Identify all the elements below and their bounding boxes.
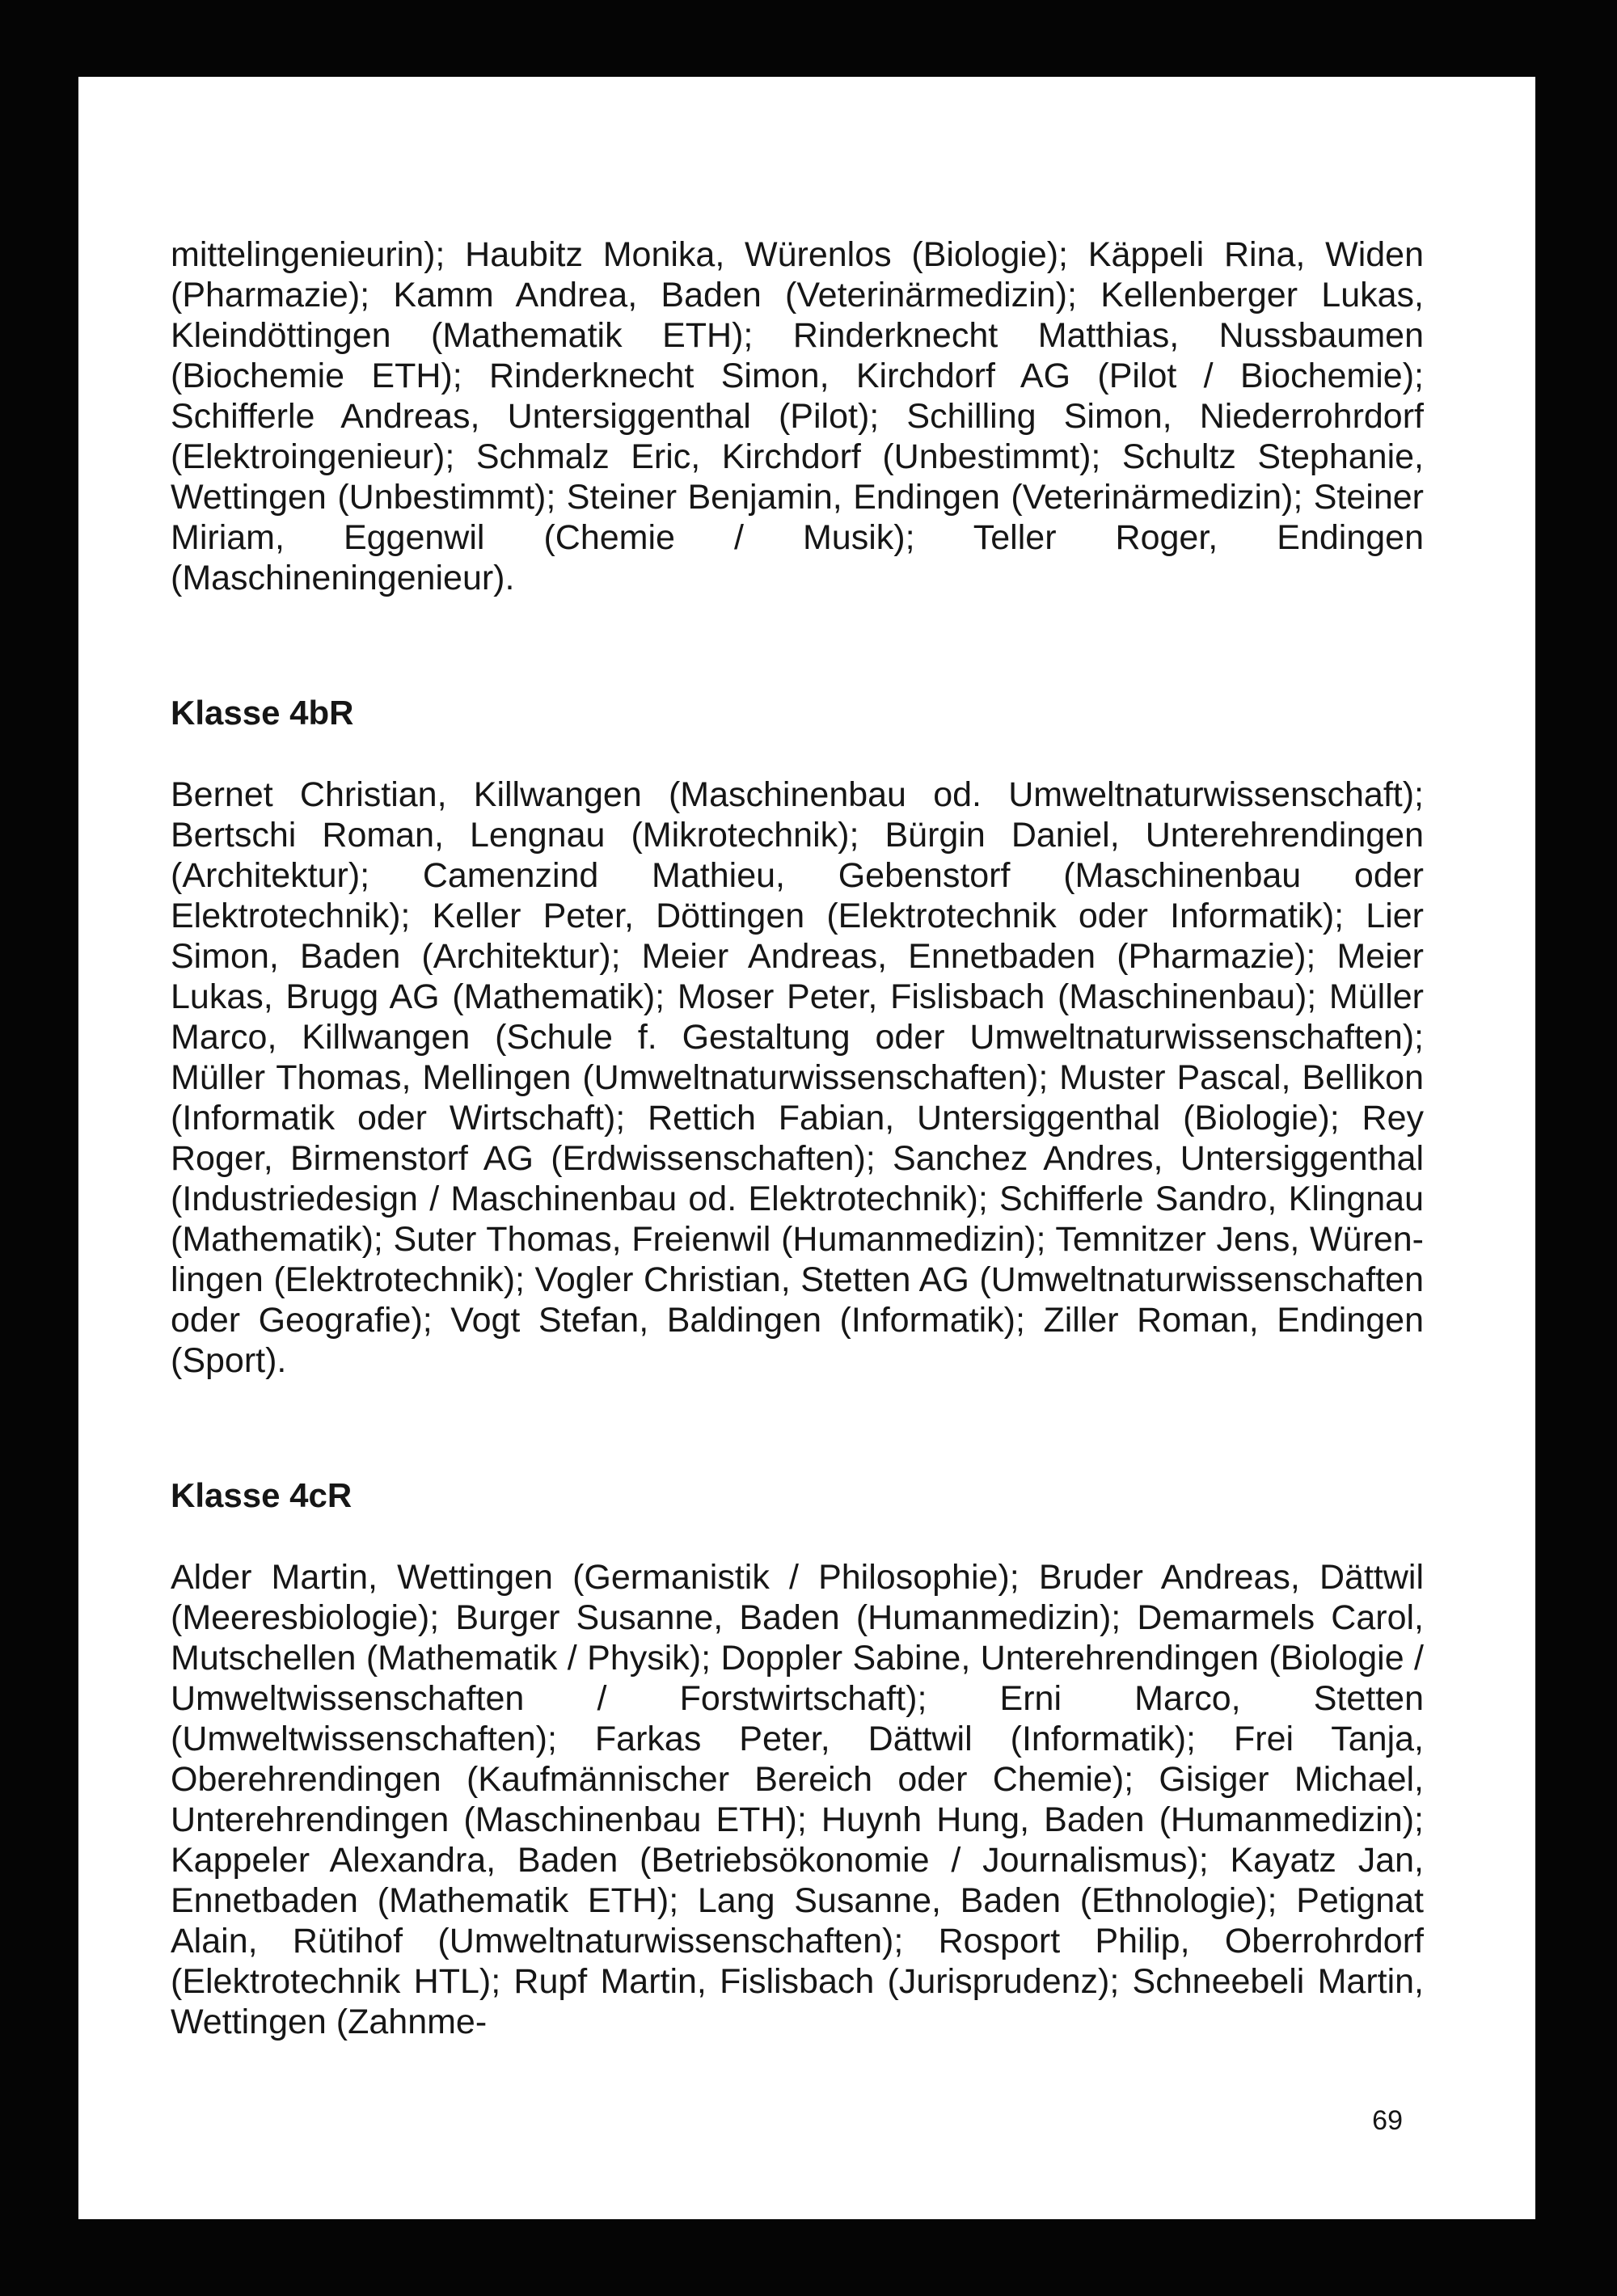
section-spacer [171,598,1424,693]
page-number: 69 [1372,2105,1403,2136]
section-heading-4cR: Klasse 4cR [171,1476,353,1514]
section-spacer [171,1516,1424,1557]
intro-paragraph: mittelingenieurin); Haubitz Monika, Würenlos (Biologie); Käppeli Rina, Widen (Pharmazie); Kamm Andrea, Baden (Veterinärmedizin); Kellenberger Lukas, Kleindöttingen (Mathematik ETH); Rinderknecht Matthias, Nussbaumen (Biochemie ETH); Rinderknecht Simon, Kirchdorf AG (Pilot / Biochemie); Schifferle Andreas, Untersiggenthal (Pilot); Schilling Simon, Niederrohrdorf (Elektroingenieur); Schmalz Eric, Kirchdorf (Unbestimmt); Schultz Stephanie, Wettingen (Unbestimmt); Steiner Benjamin, Endingen (Veterinärmedizin); Steiner Miriam, Eggenwil (Chemie / Musik); Teller Roger, Endingen (Maschineningenieur). [171,235,1424,597]
document-page [78,77,1535,2219]
section-spacer [171,1381,1424,1475]
class-4cR-paragraph: Alder Martin, Wettingen (Germanistik / Philosophie); Bruder Andreas, Dättwil (Meeresbiologie); Burger Susanne, Baden (Humanmedizin); Demarmels Carol, Mutschellen (Mathematik / Physik); Doppler Sabine, Unterehrendingen (Biologie / Umweltwissenschaften / Forstwirtschaft); Erni Marco, Stetten (Umweltwissenschaften); Farkas Peter, Dättwil (Informatik); Frei Tanja, Oberehrendingen (Kaufmännischer Bereich oder Chemie); Gisiger Michael, Unterehrendingen (Maschinenbau ETH); Huynh Hung, Baden (Humanmedizin); Kappeler Alexandra, Baden (Betriebsökonomie / Journalismus); Kayatz Jan, Ennetbaden (Mathematik ETH); Lang Susanne, Baden (Ethnologie); Petignat Alain, Rütihof (Umweltnaturwissenschaften); Rosport Philip, Oberrohrdorf (Elektrotechnik HTL); Rupf Martin, Fislisbach (Jurisprudenz); Schneebeli Martin, Wettingen (Zahnme- [171,1558,1424,2041]
class-4bR-paragraph: Bernet Christian, Killwangen (Maschinenbau od. Umweltnaturwissenschaft); Bertschi Roman, Lengnau (Mikrotechnik); Bürgin Daniel, Unterehrendingen (Architektur); Camenzind Mathieu, Gebenstorf (Maschinenbau oder Elektrotechnik); Keller Peter, Döttingen (Elektrotechnik oder Informatik); Lier Simon, Baden (Architektur); Meier Andreas, Ennetbaden (Pharmazie); Meier Lukas, Brugg AG (Mathematik); Moser Peter, Fislisbach (Maschinenbau); Müller Marco, Killwangen (Schule f. Gestaltung oder Umweltnaturwissenschaften); Müller Thomas, Mellingen (Umweltnaturwissenschaften); Muster Pascal, Bellikon (Informatik oder Wirtschaft); Rettich Fabian, Untersiggenthal (Biologie); Rey Roger, Birmenstorf AG (Erdwissenschaften); Sanchez Andres, Untersiggenthal (Industriedesign / Maschinenbau od. Elektrotechnik); Schifferle Sandro, Klingnau (Mathematik); Suter Thomas, Freienwil (Humanmedizin); Temnitzer Jens, Würenlingen (Elektrotechnik); Vogler Christian, Stetten AG (Umweltnaturwissenschaften oder Geografie); Vogt Stefan, Baldingen (Informatik); Ziller Roman, Endingen (Sport). [171,775,1424,1380]
section-heading-4bR: Klasse 4bR [171,694,354,732]
section-spacer [171,733,1424,774]
page-content [171,234,1424,2042]
